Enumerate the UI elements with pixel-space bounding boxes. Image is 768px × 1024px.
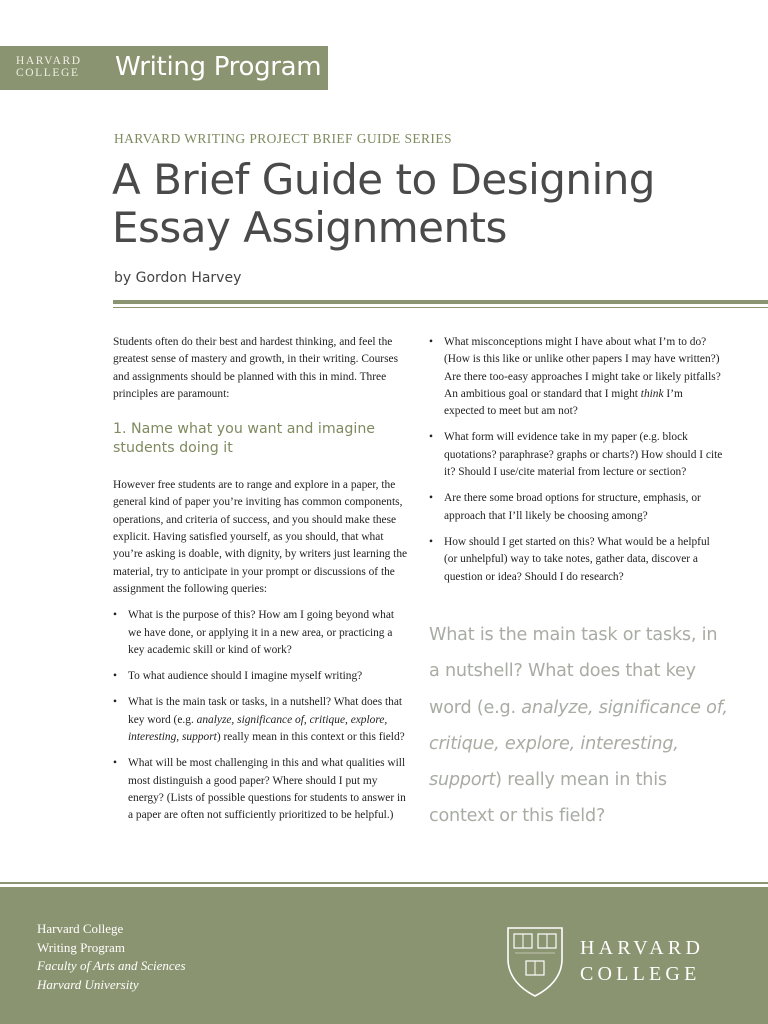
footer-line: Harvard University bbox=[37, 976, 139, 992]
footer-address bbox=[37, 920, 186, 994]
left-column bbox=[113, 334, 408, 834]
right-column bbox=[429, 334, 724, 595]
list-item: • What form will evidence take in my paper (e.g. block quotations? paraphrase? graphs or charts?) How should I cite it? Should I use/cite material from lecture or section? bbox=[429, 429, 724, 481]
author-byline: by Gordon Harvey bbox=[114, 270, 242, 286]
title-divider-thick bbox=[113, 300, 768, 304]
list-item-text: What is the main task or tasks, in a nutshell? What does that key word (e.g. bbox=[128, 696, 403, 726]
harvard-college-logo bbox=[580, 935, 704, 987]
footer-line: Writing Program bbox=[37, 939, 125, 955]
list-item: • What will be most challenging in this and what qualities will most distinguish a good paper? Where should I put my energy? (Lists of possible questions for students to answer in a paper are often not sufficiently prioritized to be helpful.) bbox=[113, 755, 408, 824]
writing-program-badge bbox=[0, 46, 328, 90]
list-item: • What is the purpose of this? How am I going beyond what we have done, or applying it in a new area, or practicing a key academic skill or kind of work? bbox=[113, 607, 408, 659]
section-heading: 1. Name what you want and imagine students doing it bbox=[113, 421, 376, 457]
footer bbox=[0, 887, 768, 1024]
pull-quote-text: What is the main task or tasks, in a nutshell? What does that key word (e.g. bbox=[429, 625, 718, 718]
wordmark-line-2: COLLEGE bbox=[16, 67, 80, 79]
pull-quote bbox=[429, 617, 729, 835]
list-item bbox=[429, 334, 724, 420]
query-list-right bbox=[429, 334, 724, 586]
program-name: Writing Program bbox=[115, 52, 322, 82]
series-label: HARVARD WRITING PROJECT BRIEF GUIDE SERIES bbox=[114, 131, 452, 146]
logo-line-2: COLLEGE bbox=[580, 963, 701, 985]
wordmark-line-1: HARVARD bbox=[16, 55, 82, 67]
page-title: A Brief Guide to Designing Essay Assignments bbox=[112, 155, 655, 252]
list-item-text: What misconceptions might I have about what I’m to do? (How is this like or unlike other papers I may have written?) Are there too-easy approaches I might take or likely pitfalls? An ambitious goal or standard that I might bbox=[444, 336, 721, 400]
section-body: However free students are to range and explore in a paper, the general kind of paper you’re inviting has common components, operations, and criteria of success, and you should make these explicit. Having satisfied yourself, as you should, that what you’re asking is doable, with dignity, by writers just learning the material, try to anticipate in your prompt or discussions of the assignment the following queries: bbox=[113, 479, 408, 595]
pull-quote-text: ) really mean in this context or this field? bbox=[429, 770, 667, 827]
query-list-left bbox=[113, 607, 408, 824]
footer-line: Faculty of Arts and Sciences bbox=[37, 958, 186, 973]
logo-line-1: HARVARD bbox=[580, 937, 705, 959]
list-item: • How should I get started on this? What would be a helpful (or unhelpful) way to take notes, gather data, discover a question or idea? Should I do research? bbox=[429, 534, 724, 586]
list-item-emphasis: think bbox=[640, 387, 664, 400]
list-item-emphasis: analyze, significance of, critique, explore, interesting, support bbox=[128, 713, 388, 744]
list-item bbox=[113, 694, 408, 746]
pull-quote-emphasis: analyze, significance of, critique, explore, interesting, support bbox=[429, 697, 728, 791]
list-item: • Are there some broad options for structure, emphasis, or approach that I’ll likely be choosing among? bbox=[429, 490, 724, 525]
harvard-shield-icon bbox=[505, 925, 565, 999]
list-item-text: ) really mean in this context or this field? bbox=[216, 731, 405, 744]
intro-paragraph: Students often do their best and hardest thinking, and feel the greatest sense of mastery and growth, in their writing. Courses and assignments should be planned with this in mind. Three principles are paramount: bbox=[113, 336, 399, 400]
harvard-college-wordmark bbox=[16, 55, 82, 79]
title-divider-thin bbox=[113, 307, 768, 308]
list-item: • To what audience should I imagine myself writing? bbox=[113, 668, 408, 685]
list-item-text: I’m expected to meet but am not? bbox=[444, 387, 683, 418]
footer-line: Harvard College bbox=[37, 921, 124, 936]
footer-divider bbox=[0, 882, 768, 884]
